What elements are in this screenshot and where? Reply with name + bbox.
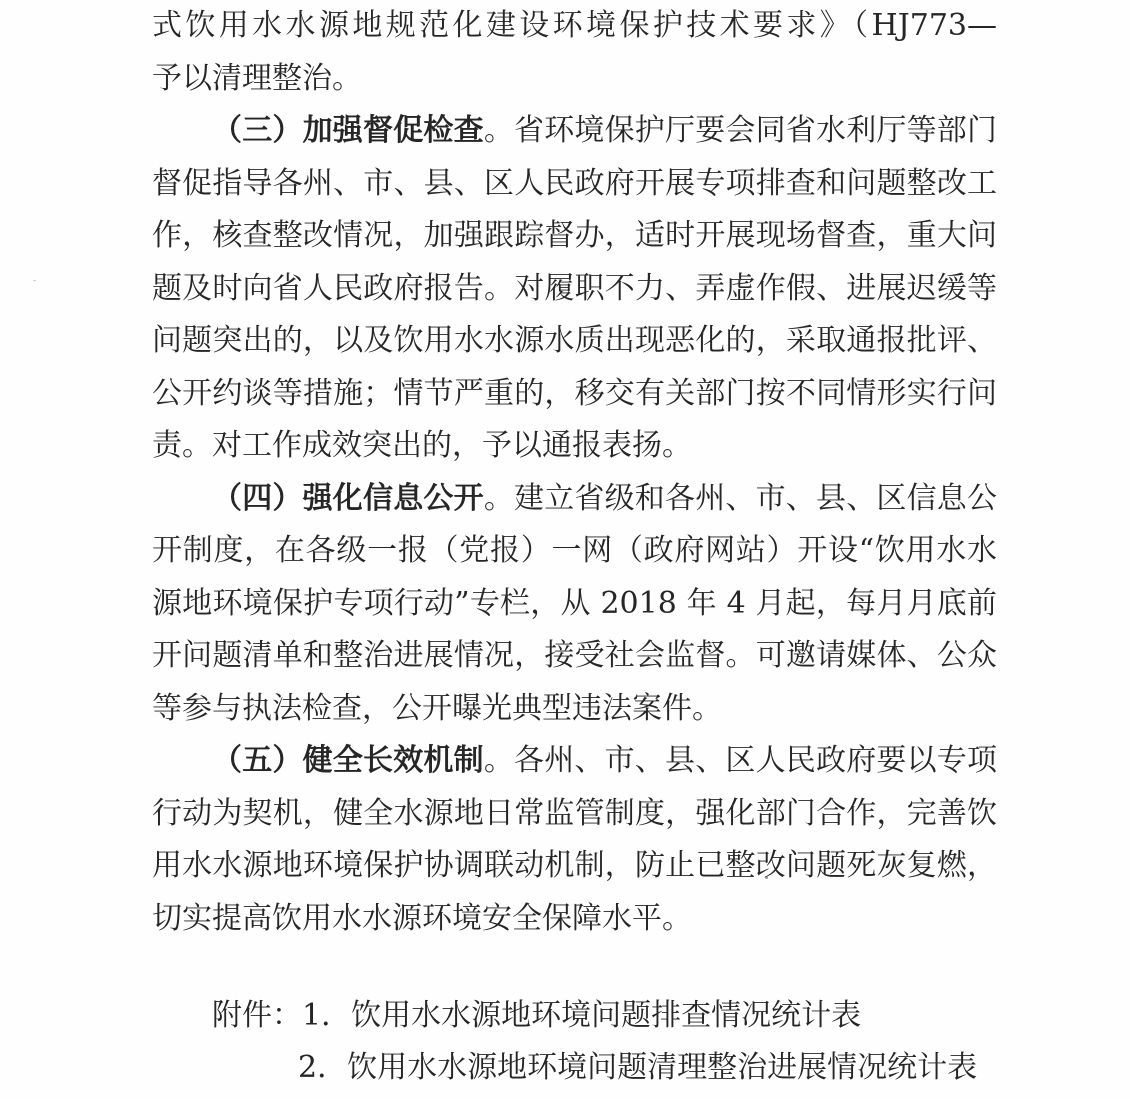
paragraph-line: 题及时向省人民政府报告。对履职不力、弄虚作假、进展迟缓等 bbox=[152, 270, 997, 306]
paragraph-line: 责。对工作成效突出的，予以通报表扬。 bbox=[152, 428, 692, 463]
paragraph-first-line bbox=[152, 473, 997, 526]
section-heading: （三）加强督促检查 bbox=[212, 113, 484, 148]
paragraph-first-line bbox=[152, 105, 997, 158]
scan-mark bbox=[33, 280, 36, 281]
paragraph-line: 切实提高饮用水水源环境安全保障水平。 bbox=[152, 900, 692, 936]
paragraph-line: 开问题清单和整治进展情况，接受社会监督。可邀请媒体、公众 bbox=[152, 638, 997, 673]
section-heading: （四）强化信息公开 bbox=[212, 480, 484, 516]
paragraph-line: 式饮用水水源地规范化建设环境保护技术要求》（HJ773— bbox=[152, 8, 997, 43]
paragraph-first-line bbox=[152, 735, 997, 788]
attachment-title: 2．饮用水水源地环境问题清理整治进展情况统计表 bbox=[298, 1050, 978, 1085]
paragraph-text: 。各州、市、县、区人民政府要以专项 bbox=[483, 743, 997, 778]
section-heading: （五）健全长效机制 bbox=[212, 743, 484, 778]
attachments-block bbox=[212, 990, 1002, 1094]
paragraph-line: 开制度，在各级一报（党报）一网（政府网站）开设“饮用水水 bbox=[152, 533, 997, 568]
paragraph-line: 问题突出的，以及饮用水水源水质出现恶化的，采取通报批评、 bbox=[152, 323, 997, 358]
paragraph-text: 。建立省级和各州、市、县、区信息公 bbox=[483, 480, 997, 516]
paragraph-line: 等参与执法检查，公开曝光典型违法案件。 bbox=[152, 690, 722, 726]
paragraph-line: 源地环境保护专项行动”专栏，从 2018 年 4 月起，每月月底前 bbox=[152, 585, 997, 621]
paragraph-line: 用水水源地环境保护协调联动机制，防止已整改问题死灰复燃， bbox=[152, 848, 997, 883]
attachments-label: 附件： bbox=[212, 998, 302, 1033]
body-text bbox=[152, 0, 997, 945]
attachment-item bbox=[212, 990, 1002, 1042]
paragraph-line: 公开约谈等措施；情节严重的，移交有关部门按不同情形实行问 bbox=[152, 375, 997, 411]
paragraph-line: 督促指导各州、市、县、区人民政府开展专项排查和问题整改工 bbox=[152, 165, 997, 201]
attachment-title: 1．饮用水水源地环境问题排查情况统计表 bbox=[302, 998, 862, 1033]
paragraph-line: 作，核查整改情况，加强跟踪督办，适时开展现场督查，重大问 bbox=[152, 218, 997, 253]
paragraph-line: 予以清理整治。 bbox=[152, 60, 362, 96]
paragraph-line: 行动为契机，健全水源地日常监管制度，强化部门合作，完善饮 bbox=[152, 795, 997, 831]
attachment-item bbox=[212, 1042, 1002, 1094]
paragraph-text: 。省环境保护厅要会同省水利厅等部门 bbox=[483, 113, 997, 148]
